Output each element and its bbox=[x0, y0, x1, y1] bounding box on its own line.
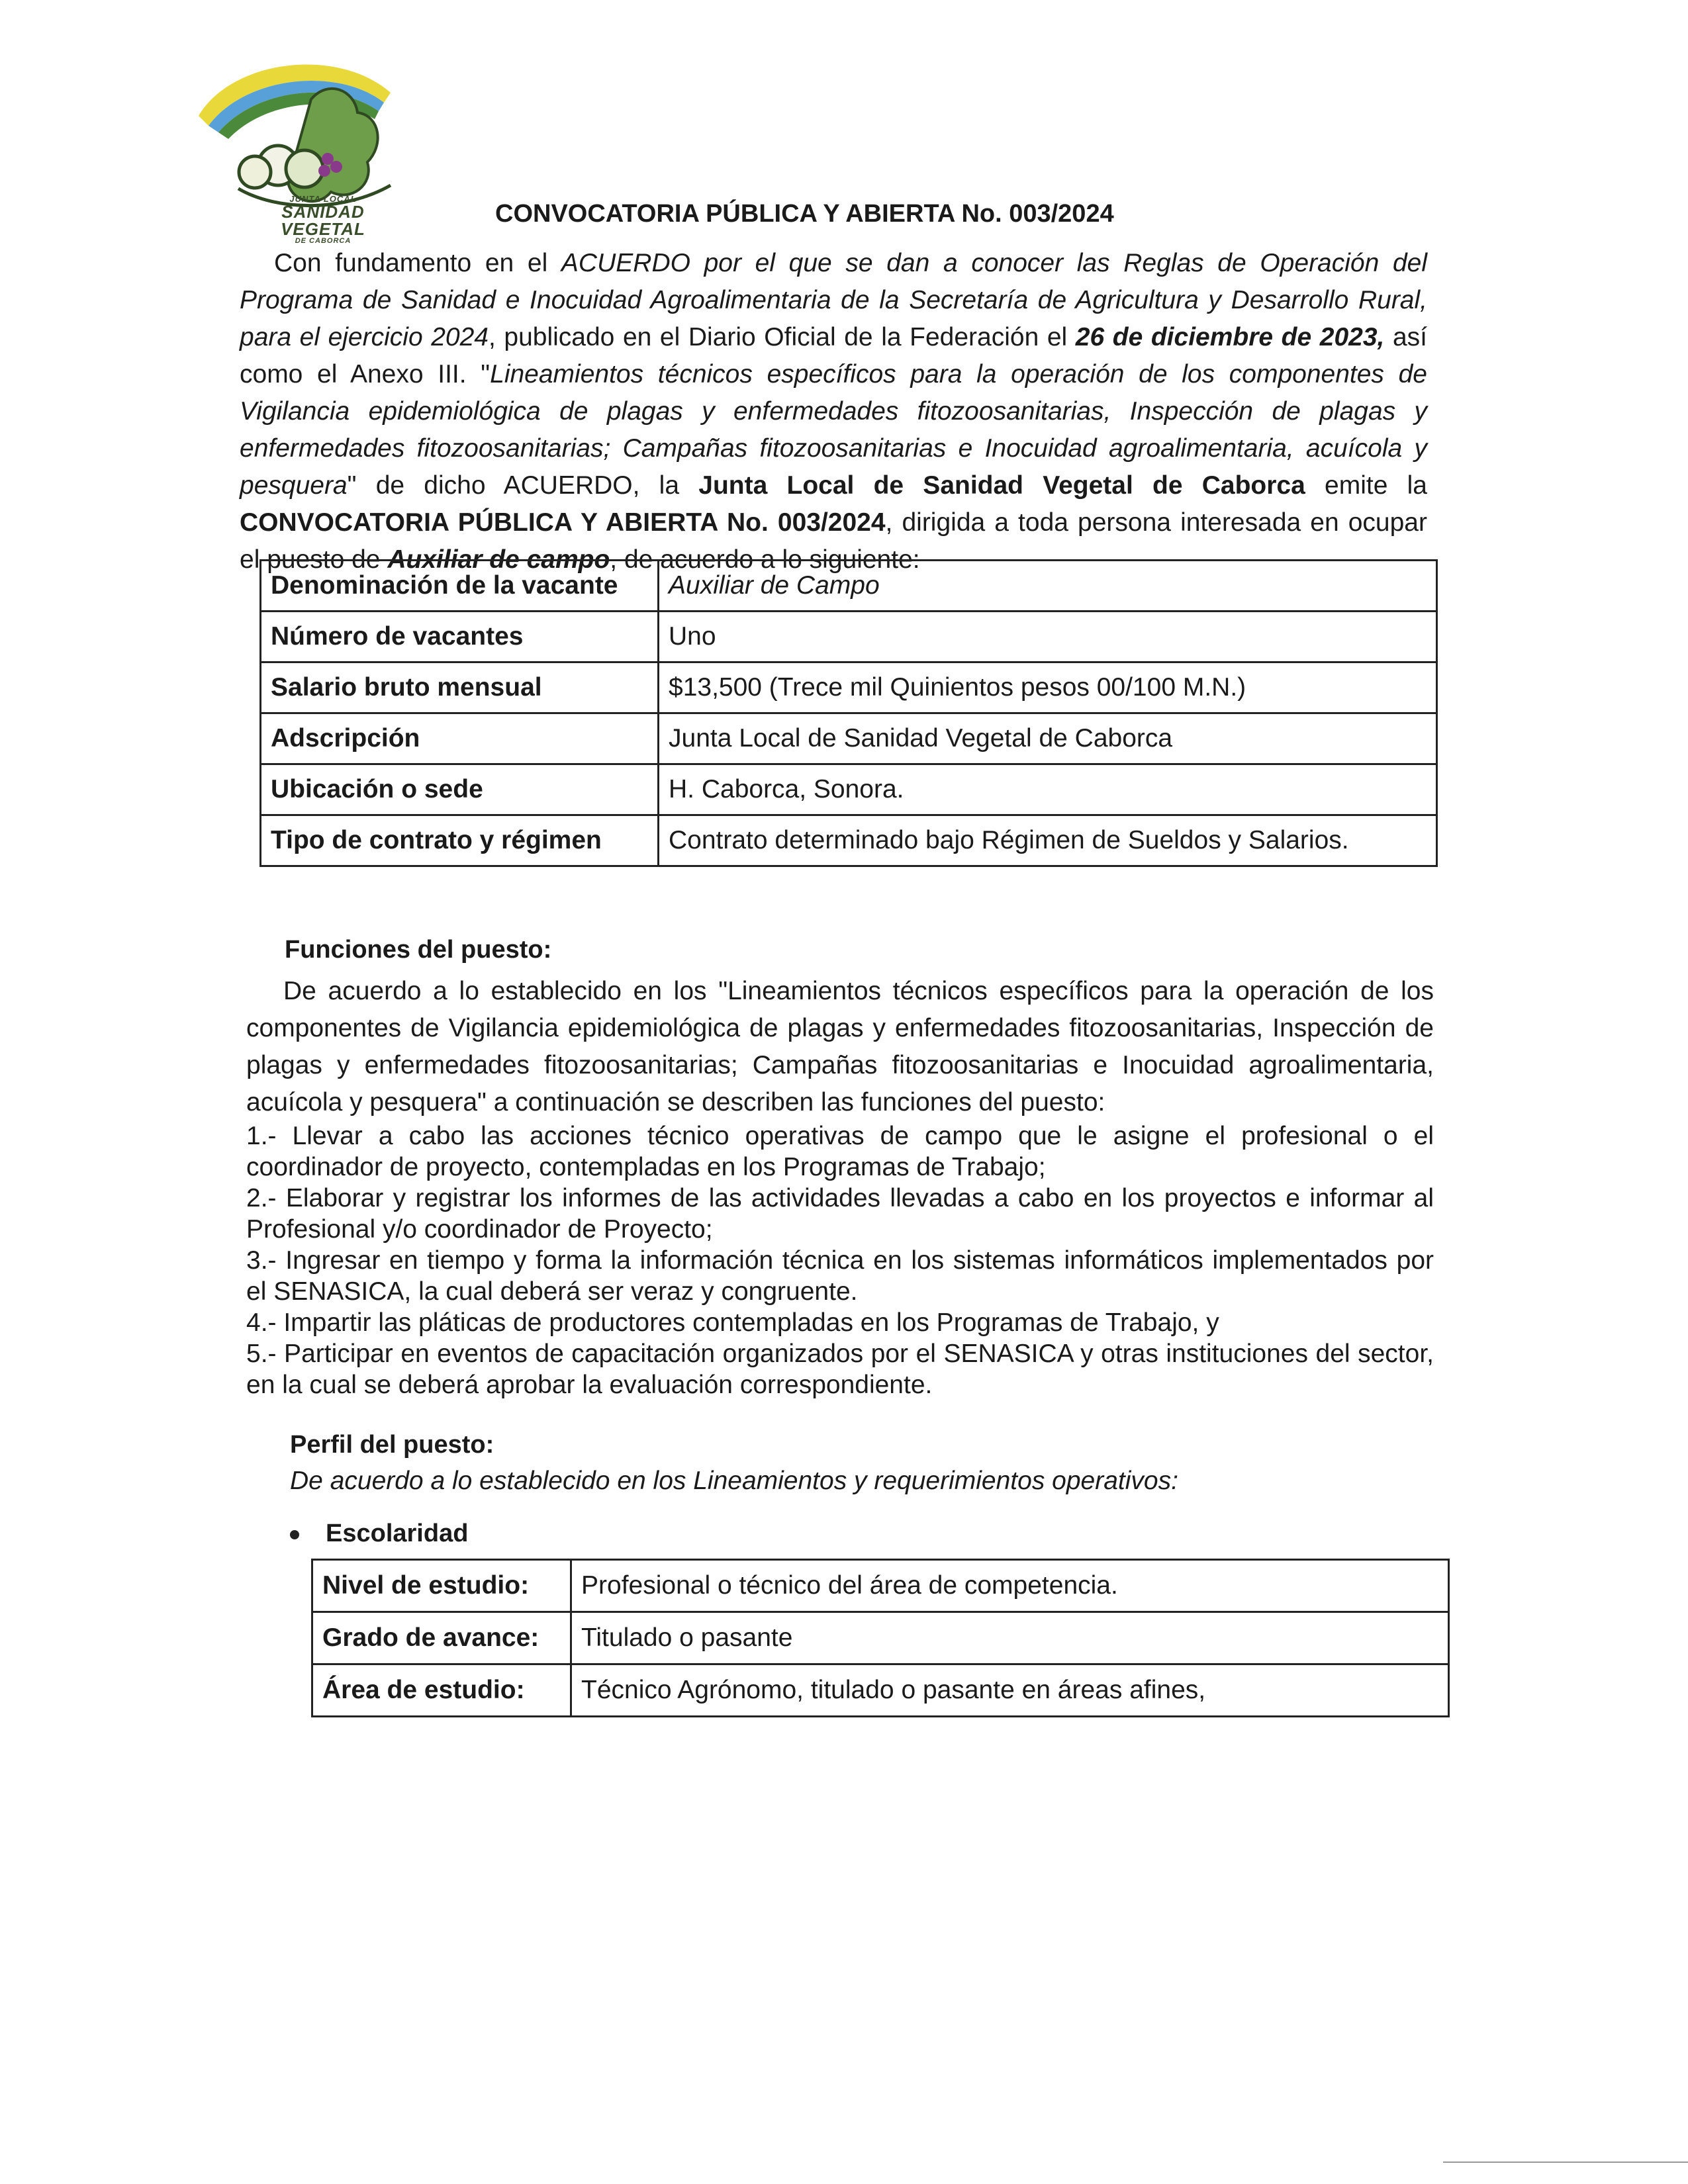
schooling-bullet bbox=[290, 1520, 468, 1548]
logo-line-3: DE CABORCA bbox=[295, 237, 352, 245]
table-row bbox=[261, 764, 1437, 815]
table-row bbox=[312, 1612, 1449, 1664]
schooling-label: Grado de avance: bbox=[312, 1612, 571, 1664]
functions-list bbox=[246, 1120, 1434, 1400]
list-item: 5.- Participar en eventos de capacitación organizados por el SENASICA y otras instituciones del sector, en la cual se deberá aprobar la evaluación correspondiente. bbox=[246, 1340, 1434, 1399]
list-item: 4.- Impartir las pláticas de productores contempladas en los Programas de Trabajo, y bbox=[246, 1308, 1219, 1337]
schooling-label: Nivel de estudio: bbox=[312, 1560, 571, 1612]
schooling-table bbox=[311, 1559, 1450, 1717]
schooling-label: Escolaridad bbox=[326, 1520, 469, 1547]
table-row bbox=[261, 662, 1437, 713]
table-row bbox=[261, 815, 1437, 866]
list-item: 1.- Llevar a cabo las acciones técnico operativas de campo que le asigne el profesional o el coordinador de proyecto, contempladas en los Programas de Trabajo; bbox=[246, 1122, 1434, 1181]
vacancy-label: Tipo de contrato y régimen bbox=[261, 815, 659, 866]
list-item: 2.- Elaborar y registrar los informes de las actividades llevadas a cabo en los proyectos e informar al Profesional y/o coordinador de Proyecto; bbox=[246, 1184, 1434, 1244]
profile-subtitle: De acuerdo a lo establecido en los Lineamientos y requerimientos operativos: bbox=[290, 1467, 1178, 1495]
functions-heading: Funciones del puesto: bbox=[285, 936, 552, 964]
vacancy-value: H. Caborca, Sonora. bbox=[659, 764, 1437, 815]
footer-divider bbox=[1443, 2161, 1688, 2163]
table-row bbox=[261, 713, 1437, 764]
logo-wordmark bbox=[244, 195, 402, 245]
vacancy-label: Denominación de la vacante bbox=[261, 561, 659, 612]
table-row bbox=[312, 1560, 1449, 1612]
logo-line-1: JUNTA LOCAL bbox=[289, 194, 357, 204]
vacancy-value: Uno bbox=[659, 612, 1437, 662]
schooling-value: Profesional o técnico del área de competencia. bbox=[571, 1560, 1449, 1612]
list-item: 3.- Ingresar en tiempo y forma la información técnica en los sistemas informáticos implementados por el SENASICA, la cual deberá ser veraz y congruente. bbox=[246, 1246, 1434, 1306]
logo-line-2: SANIDAD VEGETAL bbox=[281, 202, 365, 239]
vacancy-value: Auxiliar de Campo bbox=[659, 561, 1437, 612]
profile-heading: Perfil del puesto: bbox=[290, 1431, 494, 1459]
vacancy-value: Contrato determinado bajo Régimen de Sueldos y Salarios. bbox=[659, 815, 1437, 866]
vacancy-label: Salario bruto mensual bbox=[261, 662, 659, 713]
vacancy-label: Número de vacantes bbox=[261, 612, 659, 662]
intro-paragraph: Con fundamento en el ACUERDO por el que se dan a conocer las Reglas de Operación del Programa de Sanidad e Inocuidad Agroalimentaria de la Secretaría de Agricultura y Desarrollo Rural, para el ejercicio 2024, publicado en el Diario Oficial de la Federación el 26 de diciembre de 2023, así como el Anexo III. "Lineamientos técnicos específicos para la operación de los componentes de Vigilancia epidemiológica de plagas y enfermedades fitozoosanitarias, Inspección de plagas y enfermedades fitozoosanitarias; Campañas fitozoosanitarias e Inocuidad agroalimentaria, acuícola y pesquera" de dicho ACUERDO, la Junta Local de Sanidad Vegetal de Caborca emite la CONVOCATORIA PÚBLICA Y ABIERTA No. 003/2024, dirigida a toda persona interesada en ocupar el puesto de Auxiliar de campo, de acuerdo a lo siguiente: bbox=[240, 249, 1428, 574]
bullet-icon bbox=[290, 1530, 299, 1539]
schooling-label: Área de estudio: bbox=[312, 1664, 571, 1717]
functions-intro: De acuerdo a lo establecido en los "Lineamientos técnicos específicos para la operación de los componentes de Vigilancia epidemiológica de plagas y enfermedades fitozoosanitarias, Inspección de plagas y enfermedades fitozoosanitarias; Campañas fitozoosanitarias e Inocuidad agroalimentaria, acuícola y pesquera" a continuación se describen las funciones del puesto: bbox=[246, 977, 1434, 1116]
document-title: CONVOCATORIA PÚBLICA Y ABIERTA No. 003/2024 bbox=[495, 200, 1114, 228]
table-row bbox=[261, 612, 1437, 662]
vacancy-label: Adscripción bbox=[261, 713, 659, 764]
table-row bbox=[261, 561, 1437, 612]
table-row bbox=[312, 1664, 1449, 1717]
schooling-value: Titulado o pasante bbox=[571, 1612, 1449, 1664]
schooling-value: Técnico Agrónomo, titulado o pasante en áreas afines, bbox=[571, 1664, 1449, 1717]
vacancy-table bbox=[259, 559, 1438, 867]
vacancy-value: Junta Local de Sanidad Vegetal de Caborca bbox=[659, 713, 1437, 764]
vacancy-label: Ubicación o sede bbox=[261, 764, 659, 815]
vacancy-value: $13,500 (Trece mil Quinientos pesos 00/100 M.N.) bbox=[659, 662, 1437, 713]
